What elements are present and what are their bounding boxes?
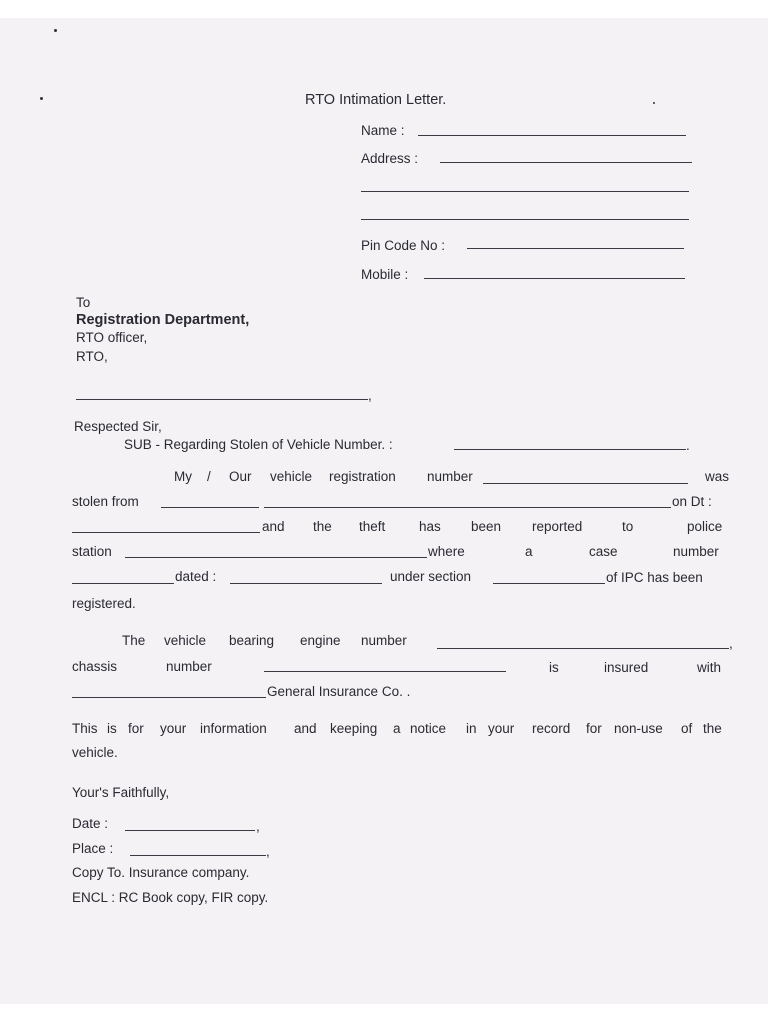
p1-word: number — [673, 544, 719, 559]
enclosures-line: ENCL : RC Book copy, FIR copy. — [72, 890, 269, 905]
p2-word: number — [166, 659, 212, 674]
p1-word: where — [428, 544, 465, 559]
name-field[interactable] — [418, 135, 686, 136]
p3-word: a — [393, 721, 401, 736]
p1-word: police — [687, 519, 723, 534]
p1-word: a — [525, 544, 533, 559]
rto-line-comma: , — [368, 388, 372, 403]
p1-word: been — [471, 519, 502, 534]
p3-word: for — [586, 721, 602, 736]
p1-stolen-from: stolen from — [72, 494, 139, 509]
p2-comma: , — [729, 636, 733, 651]
case-date-field[interactable] — [230, 583, 382, 584]
place-label: Place : — [72, 841, 114, 856]
p2-word: vehicle — [164, 633, 207, 648]
p1-ipc: of IPC has been — [606, 570, 703, 585]
date-field[interactable] — [72, 532, 260, 533]
address-label: Address : — [361, 151, 419, 166]
p2-word: insured — [604, 660, 649, 675]
speck — [653, 102, 655, 104]
pin-code-label: Pin Code No : — [361, 238, 446, 253]
p1-word: / — [207, 469, 211, 484]
closing-place-field[interactable] — [130, 855, 266, 856]
date-label: Date : — [72, 816, 109, 831]
p2-word: The — [122, 633, 146, 648]
p1-word: and — [262, 519, 285, 534]
p2-word: is — [549, 660, 559, 675]
p3-word: This — [72, 721, 98, 736]
p1-word: was — [705, 469, 730, 484]
p1-word: number — [427, 469, 473, 484]
mobile-label: Mobile : — [361, 267, 409, 282]
p2-insurance-co: General Insurance Co. . — [267, 684, 411, 699]
bottom-margin — [0, 1004, 768, 1024]
date-comma: , — [256, 819, 260, 834]
stolen-from-field-1[interactable] — [161, 507, 259, 508]
stolen-from-field-2[interactable] — [264, 507, 671, 508]
p1-word: registration — [329, 469, 396, 484]
address-field-2[interactable] — [361, 191, 689, 192]
to-label: To — [76, 295, 91, 310]
engine-number-field[interactable] — [437, 648, 729, 649]
mobile-field[interactable] — [424, 278, 685, 279]
p3-word: the — [703, 721, 722, 736]
p1-word: has — [419, 519, 441, 534]
p1-word: reported — [532, 519, 583, 534]
p2-word: engine — [300, 633, 341, 648]
registration-number-field[interactable] — [483, 483, 688, 484]
letter-title: RTO Intimation Letter. — [305, 92, 447, 108]
p1-word: the — [313, 519, 332, 534]
p3-word: notice — [410, 721, 447, 736]
p3-word: information — [200, 721, 267, 736]
address-field-3[interactable] — [361, 219, 689, 220]
p3-word: and — [294, 721, 317, 736]
p1-word: Our — [229, 469, 252, 484]
p3-word: your — [160, 721, 187, 736]
p3-word: your — [488, 721, 515, 736]
name-label: Name : — [361, 123, 405, 138]
p2-word: chassis — [72, 659, 118, 674]
police-station-field[interactable] — [125, 557, 427, 558]
salutation: Respected Sir, — [74, 419, 162, 434]
p1-word: My — [174, 469, 192, 484]
pin-code-field[interactable] — [467, 248, 684, 249]
p3-word: for — [128, 721, 144, 736]
p3-word: is — [107, 721, 117, 736]
place-comma: , — [266, 844, 270, 859]
p1-on-date: on Dt : — [672, 494, 712, 509]
department-label: Registration Department, — [76, 312, 250, 328]
p1-word: vehicle — [270, 469, 313, 484]
p1-word: theft — [359, 519, 386, 534]
p2-word: bearing — [229, 633, 275, 648]
chassis-number-field[interactable] — [264, 671, 506, 672]
section-field[interactable] — [493, 583, 605, 584]
subject-vehicle-field[interactable] — [454, 449, 686, 450]
p1-word: case — [589, 544, 618, 559]
p1-word: to — [622, 519, 634, 534]
p1-registered: registered. — [72, 596, 136, 611]
p3-word: non-use — [614, 721, 663, 736]
p2-word: number — [361, 633, 407, 648]
p2-word: with — [697, 660, 722, 675]
subject-end: . — [686, 438, 690, 453]
case-number-field[interactable] — [72, 583, 174, 584]
officer-label: RTO officer, — [76, 330, 148, 345]
rto-name-field[interactable] — [76, 399, 368, 400]
p1-dated: dated : — [175, 569, 217, 584]
copy-to-line: Copy To. Insurance company. — [72, 865, 250, 880]
closing-faithfully: Your's Faithfully, — [72, 785, 170, 800]
address-field-1[interactable] — [440, 162, 692, 163]
p3-word: in — [466, 721, 477, 736]
subject-line: SUB - Regarding Stolen of Vehicle Number. : — [124, 437, 393, 452]
speck — [40, 97, 43, 100]
p1-word: station — [72, 544, 112, 559]
insurer-field[interactable] — [72, 697, 266, 698]
p3-word: keeping — [330, 721, 378, 736]
p3-vehicle: vehicle. — [72, 745, 118, 760]
rto-label: RTO, — [76, 349, 108, 364]
p3-word: of — [681, 721, 693, 736]
speck — [54, 29, 57, 32]
p1-under-section: under section — [390, 569, 472, 584]
p3-word: record — [532, 721, 571, 736]
closing-date-field[interactable] — [125, 830, 255, 831]
